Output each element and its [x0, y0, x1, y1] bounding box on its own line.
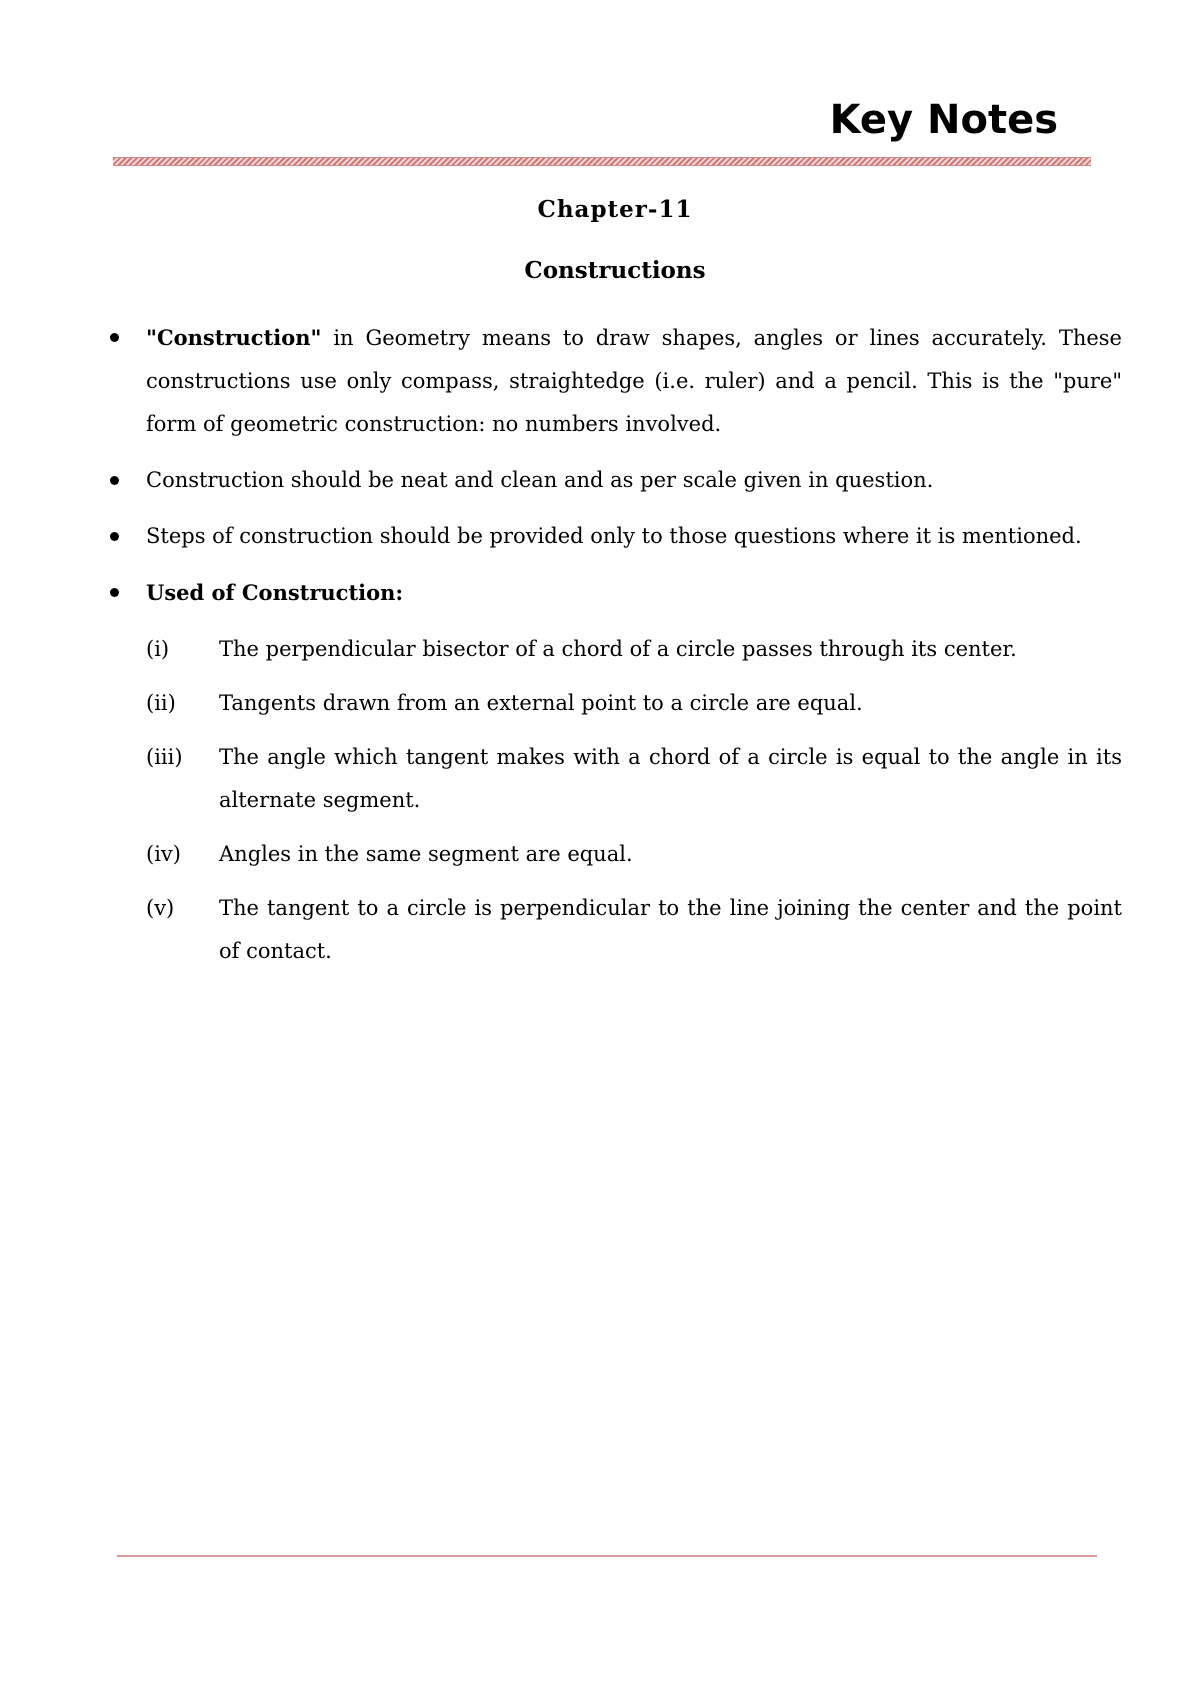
notes-bullet-list [106, 316, 1122, 615]
uses-item [146, 887, 1122, 973]
uses-item [146, 736, 1122, 822]
uses-item-marker: (iii) [146, 745, 183, 769]
bullet-item-neatness [106, 459, 1122, 502]
bullet-item-construction-definition [106, 316, 1122, 446]
page-header-title: Key Notes [829, 97, 1058, 143]
uses-item-marker: (v) [146, 896, 175, 920]
uses-item-marker: (ii) [146, 691, 176, 715]
bullet-text: Construction should be neat and clean and as per scale given in question. [146, 468, 934, 492]
uses-item-marker: (i) [146, 637, 170, 661]
bullet-icon [110, 532, 119, 541]
notes-body [106, 316, 1122, 984]
uses-item-text: Angles in the same segment are equal. [219, 842, 633, 866]
bullet-icon [110, 333, 119, 342]
bullet-item-uses-heading [106, 571, 1122, 615]
chapter-number: Chapter-11 [537, 196, 693, 223]
bullet-text: in Geometry means to draw shapes, angles or lines accurately. These constructions use only compass, straightedge (i.e. ruler) and a pencil. This is the "pure" form of geometric construction: no numbers involved. [146, 326, 1122, 436]
bullet-bold-term: Used of Construction: [146, 580, 404, 605]
bullet-item-steps [106, 515, 1122, 558]
uses-item-text: The tangent to a circle is perpendicular to the line joining the center and the point of contact. [219, 896, 1122, 963]
uses-item [146, 628, 1122, 671]
bullet-icon [110, 588, 119, 597]
uses-item [146, 682, 1122, 725]
bullet-text: Steps of construction should be provided only to those questions where it is mentioned. [146, 524, 1082, 548]
construction-uses-list [146, 628, 1122, 973]
uses-item-text: Tangents drawn from an external point to a circle are equal. [219, 691, 863, 715]
bullet-icon [110, 476, 119, 485]
chapter-title: Constructions [524, 257, 706, 284]
bullet-bold-term: "Construction" [146, 325, 322, 350]
footer-divider [117, 1555, 1097, 1557]
uses-item-text: The angle which tangent makes with a chord of a circle is equal to the angle in its alternate segment. [219, 745, 1122, 812]
header-divider [113, 157, 1091, 166]
uses-item-text: The perpendicular bisector of a chord of a circle passes through its center. [219, 637, 1017, 661]
uses-item-marker: (iv) [146, 842, 181, 866]
uses-item [146, 833, 1122, 876]
